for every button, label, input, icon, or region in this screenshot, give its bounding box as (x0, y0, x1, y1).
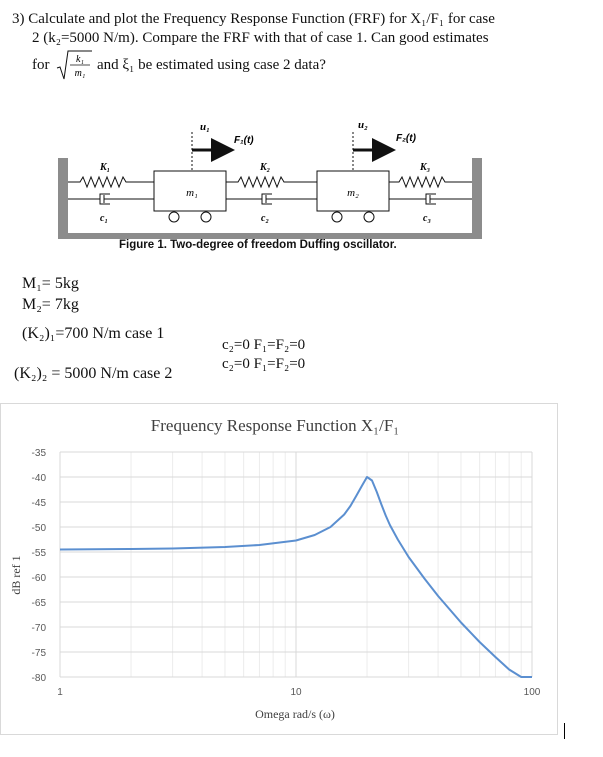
c3-label: c₃ (423, 213, 431, 224)
grid-layer (60, 452, 532, 677)
y-tick-label: -40 (31, 473, 46, 484)
text-cursor (564, 723, 565, 739)
f2-label: F₂(t) (396, 133, 416, 144)
spring-k3 (389, 177, 472, 187)
k1-label: K₁ (100, 162, 111, 173)
u2-label: u₂ (358, 119, 368, 131)
question-tail: and ξ₁ be estimated using case 2 data? (97, 57, 326, 73)
param-k2-case2: (K₂)₂ = 5000 N/m case 2 (14, 365, 173, 382)
question-for-text: for (32, 57, 50, 73)
question-line-2: 2 (k₂=5000 N/m). Compare the FRF with that of case 1. Can good estimates (32, 30, 489, 46)
wheel-2a (332, 212, 342, 222)
wheel-1b (201, 212, 211, 222)
spring-k2 (226, 177, 317, 187)
y-tick-label: -45 (31, 498, 46, 509)
u1-label: u₁ (200, 121, 210, 133)
x-tick-label: 10 (290, 687, 302, 698)
spring-k1 (68, 177, 154, 187)
damper-c1 (68, 194, 154, 204)
sqrt-fraction (55, 49, 93, 83)
y-tick-label: -35 (31, 448, 46, 459)
param-cond-2: c₂=0 F₁=F₂=0 (222, 356, 306, 372)
chart-title: Frequency Response Function X₁/F₁ (150, 416, 400, 435)
y-tick-label: -65 (31, 598, 46, 609)
k2-label: K₂ (260, 162, 271, 173)
fraction-denominator: m₁ (74, 67, 86, 79)
y-tick-label: -80 (31, 673, 46, 684)
m1-label: m₁ (186, 187, 198, 199)
y-tick-label: -70 (31, 623, 46, 634)
frf-chart (0, 403, 558, 735)
wheel-2b (364, 212, 374, 222)
question-text-1: Calculate and plot the Frequency Response Function (FRF) for X₁/F₁ for case (28, 11, 495, 27)
y-tick-label: -75 (31, 648, 46, 659)
x-tick-label: 100 (523, 687, 541, 698)
question-number: 3) (12, 11, 25, 27)
right-wall (472, 158, 482, 235)
y-tick-label: -55 (31, 548, 46, 559)
damper-c3 (389, 194, 472, 204)
damper-c2 (226, 194, 317, 204)
x-tick-label: 1 (57, 687, 63, 698)
param-m1: M₁= 5kg (22, 275, 79, 292)
x-axis-label: Omega rad/s (ω) (255, 707, 335, 721)
oscillator-diagram (40, 110, 500, 260)
y-axis-label: dB ref 1 (9, 555, 23, 595)
c1-label: c₁ (100, 213, 108, 224)
param-m2: M₂= 7kg (22, 296, 79, 313)
k3-label: K₃ (420, 162, 431, 173)
left-wall (58, 158, 68, 235)
tick-layer (32, 448, 541, 698)
param-cond-1: c₂=0 F₁=F₂=0 (222, 337, 306, 353)
c2-label: c₂ (261, 213, 269, 224)
m2-label: m₂ (347, 187, 359, 199)
question-line-3 (32, 53, 326, 79)
figure-caption: Figure 1. Two-degree of freedom Duffing oscillator. (119, 239, 397, 251)
param-k2-case1: (K₂)₁=700 N/m case 1 (22, 325, 165, 342)
f1-label: F₁(t) (234, 135, 254, 146)
y-tick-label: -60 (31, 573, 46, 584)
fraction-numerator: k₁ (76, 53, 85, 65)
question-line-1 (12, 10, 495, 29)
wheel-1a (169, 212, 179, 222)
y-tick-label: -50 (31, 523, 46, 534)
